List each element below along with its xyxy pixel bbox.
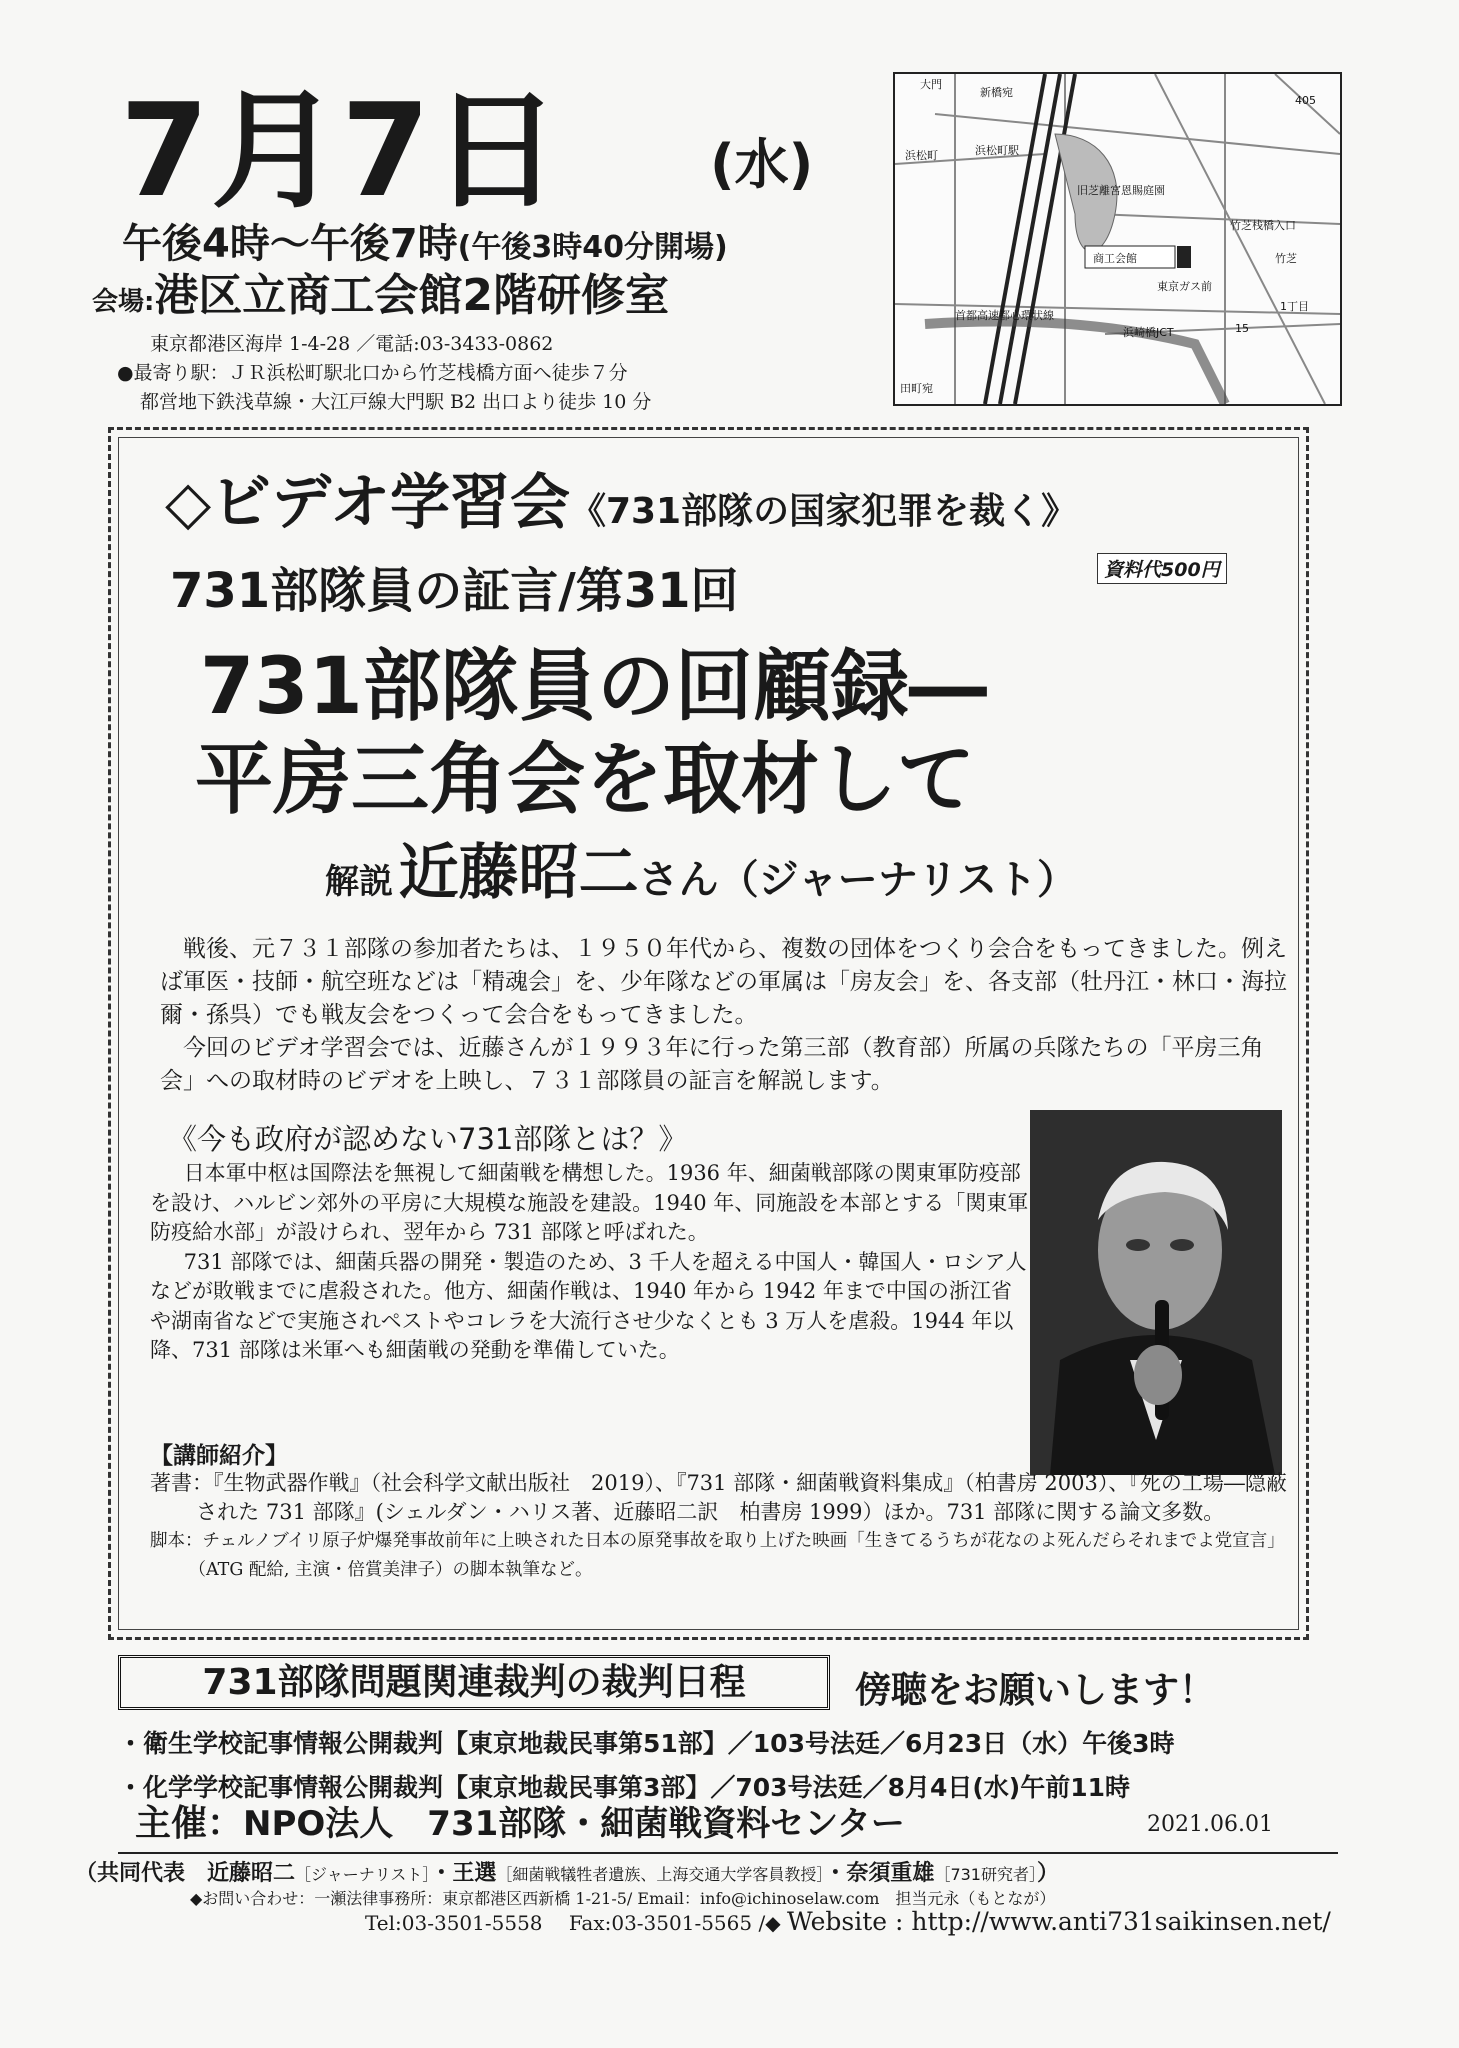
- event-weekday: (水): [710, 133, 814, 196]
- event-date: 7月7日: [120, 77, 563, 226]
- lecturer-intro-heading: 【講師紹介】: [150, 1443, 288, 1469]
- intro-text: [160, 933, 1290, 1098]
- background-paragraph-2: 731 部隊では、細菌兵器の開発・製造のため、3 千人を超える中国人・韓国人・ロシア人などが敗戦までに虐殺された。他方、細菌作戦は、1940 年から 1942 年まで中国の浙江省や湖南省などで実施されペストやコレラを大流行させ少なくとも 3 万人を虐殺。1944 年以降、731 部隊は米軍へも細菌戦の発動を準備していた。: [150, 1249, 1027, 1362]
- venue-name: 港区立商工会館2階研修室: [154, 270, 670, 321]
- lecturer-line: [325, 840, 1077, 906]
- map-label-tamachi: 田町宛: [900, 382, 933, 395]
- map-label-chome: 1丁目: [1280, 300, 1309, 313]
- map-label-station: 浜松町駅: [975, 144, 1019, 157]
- lecturer-books: 著書：『生物武器作戦』（社会科学文献出版社 2019）、『731 部隊・細菌戦資料集成』（柏書房 2003）、『死の工場―隠蔽された 731 部隊』(シェルダン・ハリス著、近藤昭二訳 柏書房 1999）ほか。731 部隊に関する論文多数。: [150, 1471, 1287, 1524]
- background-heading: 《今も政府が認めない731部隊とは？》: [168, 1122, 688, 1156]
- venue-address: 東京都港区海岸 1-4-28 ／電話:03-3433-0862: [150, 333, 554, 355]
- lecturer-script: 脚本：チェルノブイリ原子炉爆発事故前年に上映された日本の原発事故を取り上げた映画「生きてるうちが花なのよ死んだらそれまでよ党宣言」（ATG 配給, 主演・倍賞美津子）の脚本執筆など。: [150, 1531, 1285, 1580]
- tel-fax-web: [365, 1907, 1331, 1936]
- event-time: [122, 222, 728, 266]
- map-label-r15: 15: [1235, 322, 1249, 335]
- rep-a-role: ［ジャーナリスト］: [295, 1865, 431, 1884]
- organizer: [135, 1804, 905, 1844]
- map-label-daimon: 大門: [920, 78, 942, 91]
- map-label-takeshiba: 竹芝栈橋入口: [1230, 219, 1296, 232]
- rep-b: ・王選: [430, 1861, 497, 1886]
- map-label-takeshiba2: 竹芝: [1275, 252, 1297, 265]
- trial-item: ・化学学校記事情報公開裁判【東京地裁民事第3部】／703号法廷／8月4日(水)午前11時: [118, 1773, 1131, 1802]
- venue-map: [893, 72, 1342, 406]
- map-label-shinbashi: 新橋宛: [980, 86, 1013, 99]
- trial-item: ・衛生学校記事情報公開裁判【東京地裁民事第51部】／103号法廷／6月23日（水）午後3時: [118, 1729, 1175, 1758]
- main-title-line-1: 731部隊員の回顧録―: [200, 642, 987, 732]
- tel-fax: Tel:03-3501-5558 Fax:03-3501-5565 /◆: [365, 1911, 787, 1935]
- lecturer-suffix: さん（ジャーナリスト）: [638, 857, 1077, 903]
- contact-info: ◆お問い合わせ：一瀬法律事務所：東京都港区西新橋 1-21-5/ Email：info@ichinoselaw.com 担当元永（もとなが）: [190, 1889, 1056, 1908]
- lecturer-label: 解説: [325, 862, 393, 902]
- background-paragraph-1: 日本軍中枢は国際法を無視して細菌戦を構想した。1936 年、細菌戦部隊の関東軍防疫部を設け、ハルビン郊外の平房に大規模な施設を建設。1940 年、同施設を本部とする「関東軍防疫給水部」が設けられ、翌年から 731 部隊と呼ばれた。: [150, 1161, 1029, 1244]
- rep-end: ）: [1036, 1861, 1059, 1886]
- co-representatives: [75, 1856, 1059, 1887]
- venue-address-block: [117, 330, 652, 417]
- map-label-r405: 405: [1295, 94, 1316, 107]
- issue-date: 2021.06.01: [1147, 1812, 1273, 1837]
- lecturer-intro: [150, 1469, 1290, 1585]
- station-line-2: 都営地下鉄浅草線・大江戸線大門駅 B2 出口より徒歩 10 分: [140, 391, 652, 413]
- map-label-garden: 旧芝離宮恩賜庭園: [1077, 184, 1165, 197]
- time-main: 午後4時～午後7時: [122, 221, 458, 267]
- intro-paragraph-2: 今回のビデオ学習会では、近藤さんが１９９３年に行った第三部（教育部）所属の兵隊たちの「平房三角会」への取材時のビデオを上映し、７３１部隊員の証言を解説します。: [160, 1035, 1264, 1094]
- attend-request: 傍聴をお願いします！: [855, 1670, 1216, 1711]
- lecturer-photo: [1030, 1110, 1282, 1475]
- website-link[interactable]: Website : http://www.anti731saikinsen.net/: [786, 1907, 1331, 1936]
- lecturer-photo-drawing: [1030, 1110, 1282, 1475]
- rep-c: ・奈須重雄: [824, 1861, 935, 1886]
- map-label-hall: 商工会館: [1093, 252, 1137, 265]
- rep-c-role: ［731研究者］: [934, 1865, 1037, 1884]
- trial-schedule-heading: 731部隊問題関連裁判の裁判日程: [118, 1655, 830, 1710]
- organizer-name: NPO法人 731部隊・細菌戦資料センター: [243, 1804, 905, 1844]
- series-title: 731部隊員の証言/第31回: [170, 563, 739, 619]
- event-subtitle: 《731部隊の国家犯罪を裁く》: [569, 491, 1078, 532]
- map-label-gas: 東京ガス前: [1157, 280, 1212, 293]
- event-title-main: ◇ビデオ学習会: [165, 468, 570, 538]
- venue: [92, 272, 669, 320]
- venue-label: 会場:: [92, 287, 155, 317]
- rep-b-role: ［細菌戦犠牲者遺族、上海交通大学客員教授］: [496, 1865, 825, 1884]
- footer-divider: [118, 1852, 1338, 1854]
- map-label-hamamatsucho: 浜松町: [905, 149, 938, 162]
- map-label-expressway: 首都高速都心環状線: [955, 309, 1054, 322]
- trial-list: [118, 1722, 1175, 1810]
- time-open: (午後3時40分開場): [457, 230, 728, 265]
- map-label-jct: 浜崎橋JCT: [1123, 326, 1174, 339]
- station-line-1: ●最寄り駅：ＪＲ浜松町駅北口から竹芝桟橋方面へ徒歩７分: [117, 362, 628, 384]
- lecturer-name: 近藤昭二: [398, 838, 639, 908]
- event-title: [165, 470, 1077, 536]
- background-text: [150, 1159, 1030, 1366]
- intro-paragraph-1: 戦後、元７３１部隊の参加者たちは、１９５０年代から、複数の団体をつくり会合をもってきました。例えば軍医・技師・航空班などは「精魂会」を、少年隊などの軍属は「房友会」を、各支部（牡丹江・林口・海拉爾・孫呉）でも戦友会をつくって会合をもってきました。: [160, 936, 1287, 1028]
- fee-badge: 資料代500円: [1097, 553, 1227, 584]
- main-title-line-2: 平房三角会を取材して: [195, 735, 976, 825]
- rep-a: （共同代表 近藤昭二: [75, 1861, 296, 1886]
- organizer-label: 主催：: [135, 1803, 244, 1844]
- map-drawing: [895, 74, 1340, 404]
